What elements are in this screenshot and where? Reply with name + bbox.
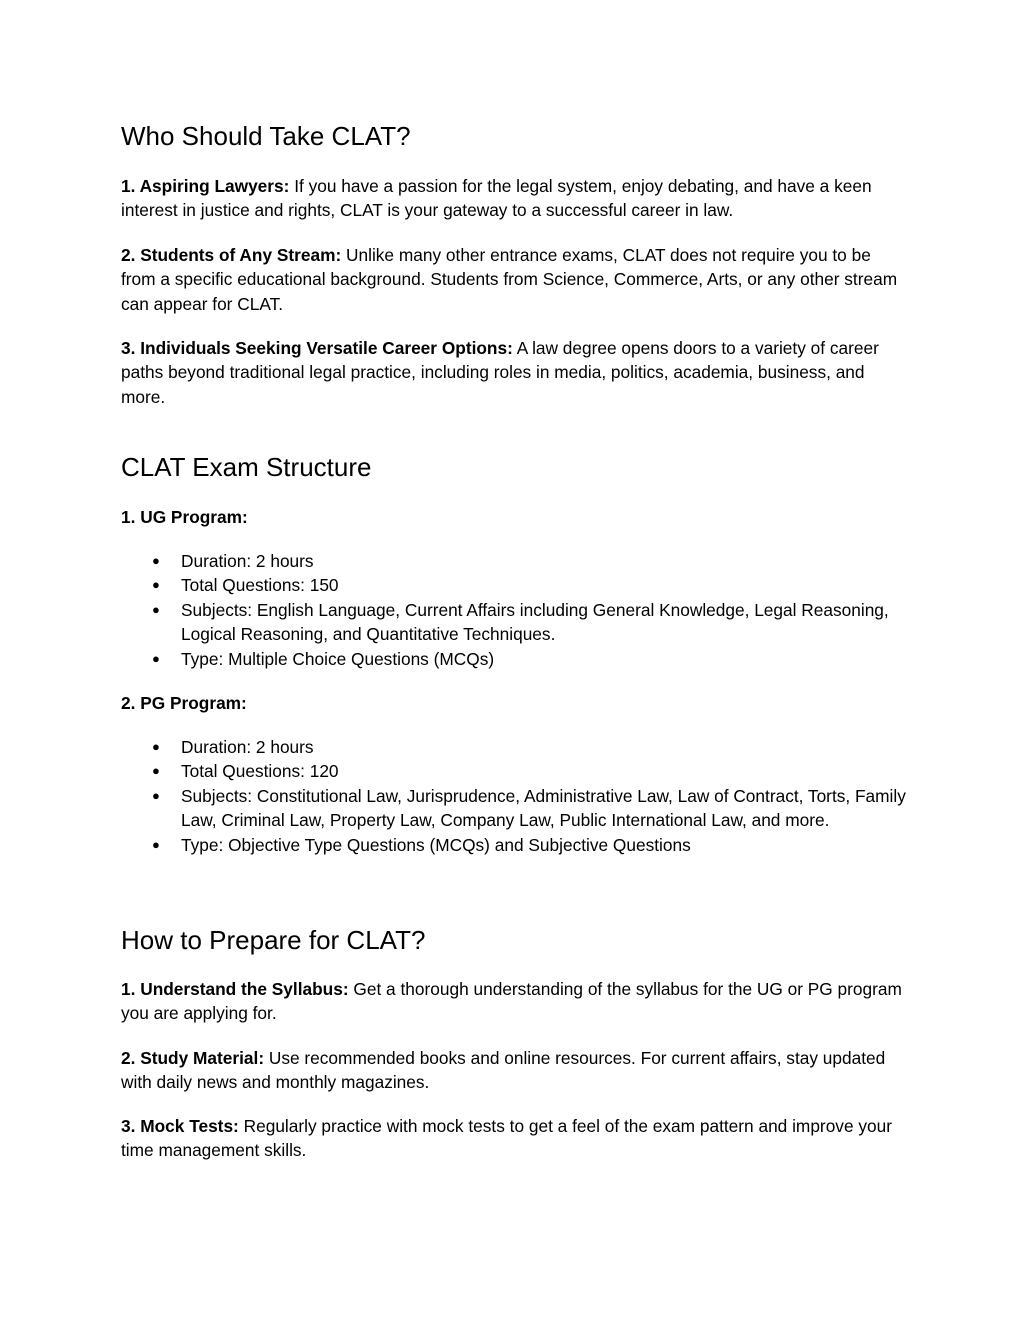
paragraph-text: If you have a passion for the legal system, enjoy debating, and have a keen interest in justice and rights, CLAT is your gateway to a successful career in law. <box>121 176 872 221</box>
list-item-text: Type: Multiple Choice Questions (MCQs) <box>181 648 495 669</box>
list-item-text: Subjects: Constitutional Law, Jurisprudence, Administrative Law, Law of Contract, Torts, Family Law, Criminal Law, Property Law, Company Law, Public International Law, and more. <box>181 785 906 831</box>
list-item <box>121 759 906 783</box>
list-item-text: Duration: 2 hours <box>181 737 314 757</box>
section-heading-who: Who Should Take CLAT? <box>121 121 411 151</box>
list-item <box>121 735 906 759</box>
list-item <box>121 833 906 857</box>
paragraph-mock-tests <box>121 1114 906 1163</box>
list-item <box>121 784 906 833</box>
bullet-icon: ● <box>152 650 160 666</box>
list-item-text: Subjects: English Language, Current Affairs including General Knowledge, Legal Reasoning, Logical Reasoning, and Quantitative Techniques. <box>181 599 889 645</box>
paragraph-label: 2. Study Material: <box>121 1048 265 1068</box>
paragraph-versatile-career <box>121 336 906 409</box>
list-item <box>121 598 906 647</box>
list-item-text: Duration: 2 hours <box>181 551 314 571</box>
paragraph-label: 3. Mock Tests: <box>121 1116 239 1136</box>
bullet-icon: ● <box>152 577 160 593</box>
pg-program-label: 2. PG Program: <box>121 693 247 713</box>
list-item <box>121 549 906 573</box>
paragraph-text: A law degree opens doors to a variety of career paths beyond traditional legal practice, including roles in media, politics, academia, business, and more. <box>121 338 879 407</box>
paragraph-text: Regularly practice with mock tests to get a feel of the exam pattern and improve your time management skills. <box>121 1116 892 1161</box>
ug-program-label: 1. UG Program: <box>121 507 248 527</box>
section-heading-structure: CLAT Exam Structure <box>121 452 372 482</box>
paragraph-label: 1. Understand the Syllabus: <box>121 979 349 999</box>
section-heading-prepare: How to Prepare for CLAT? <box>121 925 426 955</box>
bullet-icon: ● <box>152 787 160 803</box>
paragraph-text: Unlike many other entrance exams, CLAT does not require you to be from a specific educational background. Students from Science, Commerce, Arts, or any other stream can appear for CLAT. <box>121 245 898 314</box>
bullet-icon: ● <box>152 739 160 754</box>
bullet-icon: ● <box>152 553 160 568</box>
list-item <box>121 647 906 671</box>
paragraph-label: 3. Individuals Seeking Versatile Career Options: <box>121 338 513 358</box>
paragraph-study-material <box>121 1046 906 1095</box>
pg-program-list <box>121 735 906 857</box>
list-item-text: Total Questions: 150 <box>181 575 339 596</box>
list-item-text: Total Questions: 120 <box>181 761 339 782</box>
bullet-icon: ● <box>152 601 160 617</box>
paragraph-text: Get a thorough understanding of the syllabus for the UG or PG program you are applying for. <box>121 979 902 1024</box>
ug-program-list <box>121 549 906 671</box>
bullet-icon: ● <box>152 763 160 779</box>
list-item <box>121 573 906 597</box>
paragraph-label: 2. Students of Any Stream: <box>121 245 342 265</box>
paragraph-aspiring-lawyers <box>121 174 906 223</box>
paragraph-label: 1. Aspiring Lawyers: <box>121 176 290 196</box>
paragraph-syllabus <box>121 977 906 1026</box>
paragraph-any-stream <box>121 243 906 316</box>
paragraph-text: Use recommended books and online resources. For current affairs, stay updated with daily news and monthly magazines. <box>121 1048 886 1093</box>
list-item-text: Type: Objective Type Questions (MCQs) and Subjective Questions <box>181 834 691 855</box>
bullet-icon: ● <box>152 836 160 852</box>
